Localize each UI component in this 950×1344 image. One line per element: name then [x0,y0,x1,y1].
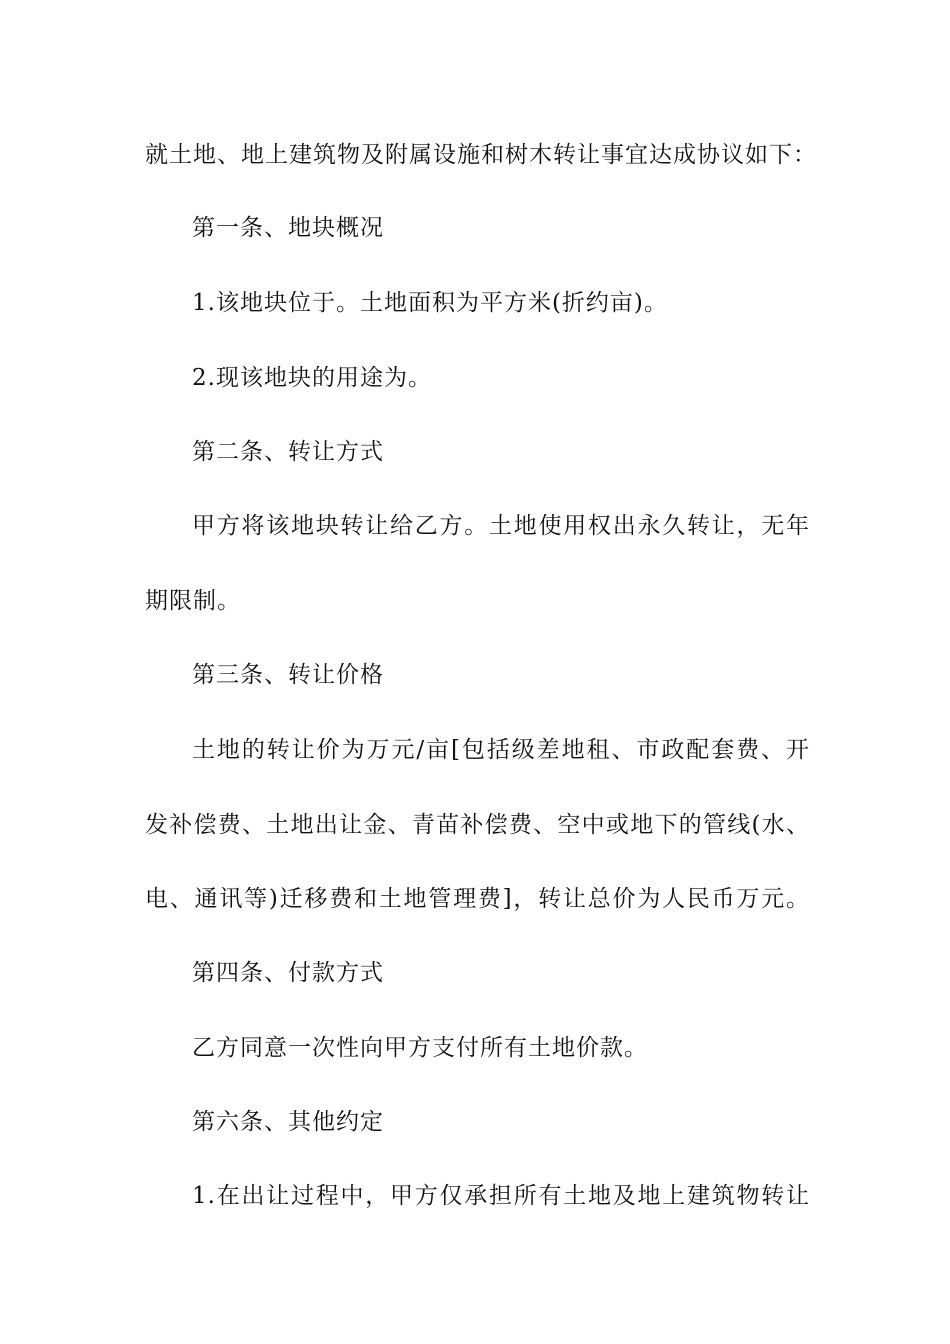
article-2-body-line-2: 期限制。 [145,588,241,614]
paragraph-line-intro: 就土地、地上建筑物及附属设施和树木转让事宜达成协议如下： [145,142,817,168]
article-1-heading: 第一条、地块概况 [192,215,384,241]
article-6-item-1: 1.在出让过程中，甲方仅承担所有土地及地上建筑物转让 [192,1183,810,1209]
article-3-heading: 第三条、转让价格 [192,662,384,688]
article-3-body-line-3: 电、通讯等)迁移费和土地管理费]，转让总价为人民币万元。 [145,886,810,912]
article-6-heading: 第六条、其他约定 [192,1109,384,1135]
article-4-heading: 第四条、付款方式 [192,960,384,986]
article-2-body-line-1: 甲方将该地块转让给乙方。土地使用权出永久转让，无年 [192,513,810,539]
article-1-item-1: 1.该地块位于。土地面积为平方米(折约亩)。 [192,290,668,316]
article-3-body-line-1: 土地的转让价为万元/亩[包括级差地租、市政配套费、开 [192,737,810,763]
article-3-body-line-2: 发补偿费、土地出让金、青苗补偿费、空中或地下的管线(水、 [145,812,810,838]
article-1-item-2: 2.现该地块的用途为。 [192,365,432,391]
article-4-body: 乙方同意一次性向甲方支付所有土地价款。 [192,1035,648,1061]
article-2-heading: 第二条、转让方式 [192,439,384,465]
